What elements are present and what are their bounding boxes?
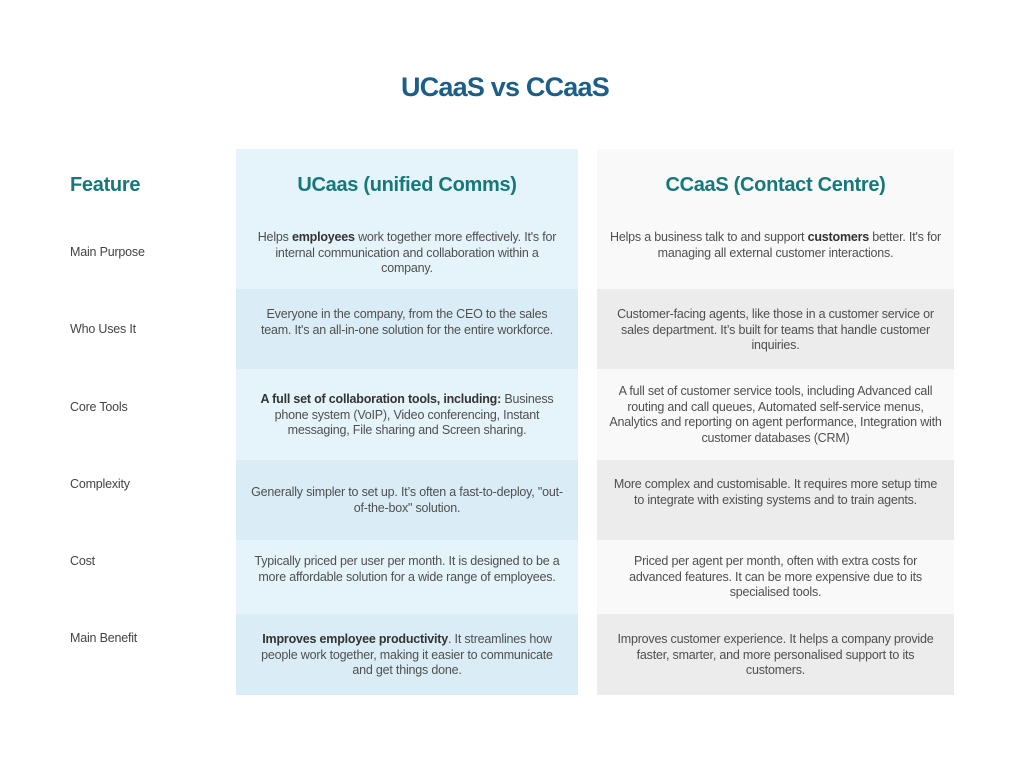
ccaas-cell-who-uses-it: Customer-facing agents, like those in a customer service or sales department. It’s built for teams that handle customer inquiries.	[617, 307, 934, 352]
row-label-complexity: Complexity	[70, 477, 130, 491]
ccaas-cell-cost: Priced per agent per month, often with extra costs for advanced features. It can be more expensive due to its specialised tools.	[629, 554, 922, 599]
ccaas-cell-complexity: More complex and customisable. It requires more setup time to integrate with existing systems and to train agents.	[613, 477, 938, 507]
ccaas-cell-main-purpose: Helps a business talk to and support customers better. It's for managing all external customer interactions.	[610, 230, 941, 260]
ucaas-cell-cost: Typically priced per user per month. It is designed to be a more affordable solution for a wide range of employees.	[254, 554, 560, 584]
row-label-who-uses-it: Who Uses It	[70, 322, 136, 336]
ucaas-cell-complexity: Generally simpler to set up. It’s often a fast-to-deploy, "out-of-the-box" solution.	[251, 485, 563, 515]
ucaas-cell-main-purpose: Helps employees work together more effectively. It's for internal communication and collaboration within a company.	[257, 230, 557, 275]
ucaas-column-header: UCaas (unified Comms)	[297, 174, 517, 196]
ucaas-cell-who-uses-it: Everyone in the company, from the CEO to the sales team. It's an all-in-one solution for the entire workforce.	[260, 307, 554, 337]
ccaas-column-header: CCaaS (Contact Centre)	[665, 174, 886, 196]
row-label-main-benefit: Main Benefit	[70, 631, 138, 645]
ucaas-cell-core-tools: A full set of collaboration tools, including: Business phone system (VoIP), Video conferencing, Instant messaging, File sharing and Screen sharing.	[260, 392, 554, 437]
ucaas-cell-main-benefit: Improves employee productivity. It streamlines how people work together, making it easier to communicate and get things done.	[261, 632, 553, 677]
ccaas-cell-main-benefit: Improves customer experience. It helps a company provide faster, smarter, and more personalised support to its customers.	[617, 632, 934, 677]
feature-column-header: Feature	[70, 174, 141, 196]
row-label-cost: Cost	[70, 554, 95, 568]
page-title: UCaaS vs CCaaS	[401, 72, 609, 102]
row-label-main-purpose: Main Purpose	[70, 245, 145, 259]
ccaas-cell-core-tools: A full set of customer service tools, including Advanced call routing and call queues, Automated self-service menus, Analytics and reporting on agent performance, Integration with customer databases (CRM)	[609, 384, 942, 445]
row-label-core-tools: Core Tools	[70, 400, 128, 414]
